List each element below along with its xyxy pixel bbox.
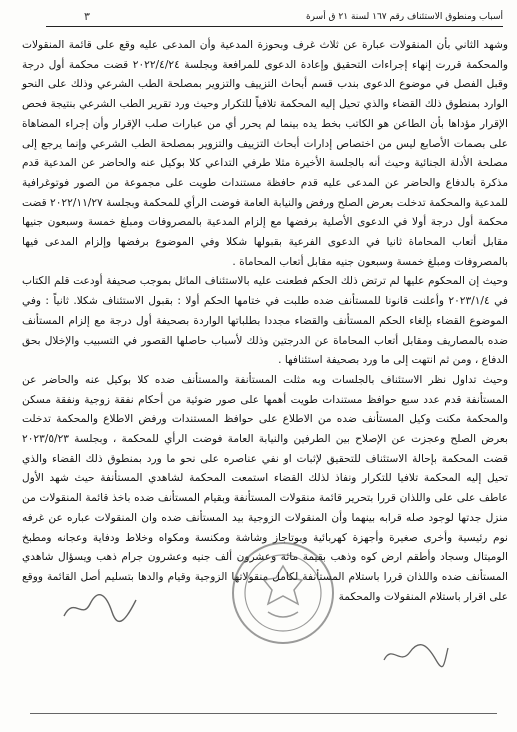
header-divider	[46, 26, 503, 27]
paragraph-hearings: وحيث تداول نظر الاستئناف بالجلسات وبه مثلت المستأنفة والمستأنف ضده كلا بوكيل عنه والحاضر عن المستأنفة قدم عدد سبع حوافظ مستندات طويت أهمها على صور ضوئية من أحكام نفقة زوجية ونفقة مسكن والمحكمة مكنت وكيل المستأنف ضده من الاطلاع على حوافظ المستندات ورفض الاطلاع والمحكمة تدخلت بعرض الصلح وعجزت عن الإصلاح بين الطرفين والنيابة العامة فوضت الرأي للمحكمة ، وبجلسة ٢٠٢٣/٥/٢٣ قضت المحكمة بإحالة الاستئناف للتحقيق لإثبات او نفي عناصره على نحو ما ورد بمنطوق ذلك القضاء والذي تحيل إليه المحكمة تلافيا للتكرار ونفاذ لذلك القضاء استمعت المحكمة لشاهدي المستأنفة حيث شهد الأول عاطف على على واللذان قررا بتحرير قائمة منقولات المستأنفة وبقيام المستأنف ضده باخذ قائمة المنقولات من منزل جدتها لوجود صله قرابه بينهما وأن المنقولات الزوجية بيد المستأنف ضده وان المنقولات عباره عن غرفه نوم رئيسية وأخرى صغيرة وأجهزة كهربائية وبوتاجاز وشاشة ومكنسة ومكواه وخلاط ودفاية وعجانه ومطبخ الوميتال وسجاد وأطقم ارض كوه وذهب بقيمة مائة وعشرون ألف جنيه وعشرون جرام ذهب ويسؤال شاهدي المستأنف ضده واللذان قررا باستلام المستأنفة لكامل منقولاتها الزوجية وقيام والدها بتسليم أصل القائمة ووقع على اقرار باستلام المنقولات والمحكمة	[22, 373, 508, 603]
document-body	[22, 36, 508, 708]
paragraph-appeal-filing: وحيث إن المحكوم عليها لم ترتض ذلك الحكم فطعنت عليه بالاستئناف الماثل بموجب صحيفة أودعت قلم الكتاب في ٢٠٢٣/١/٤ وأعلنت قانونا للمستأنف ضده طلبت في ختامها الحكم أولا : بقبول الاستئناف شكلا. ثانياً : وفي الموضوع القضاء بإلغاء الحكم المستأنف والقضاء مجددا بطلباتها الواردة بصحيفة أول درجة مع إلزام المستأنف ضده بالمصاريف ومقابل أتعاب المحاماة عن الدرجتين وذلك لأسباب حاصلها القصور في التسبيب والإخلال بحق الدفاع ، ومن ثم انتهت إلى ما ورد بصحيفة استئنافها .	[22, 275, 508, 367]
page-header	[40, 8, 503, 32]
page-number-mark: ٣	[84, 10, 90, 23]
paragraph-proceedings: وشهد الثاني بأن المنقولات عبارة عن ثلاث غرف وبحوزة المدعية وأن المدعى عليه وقع على قائمة المنقولات والمحكمة قررت إنهاء إجراءات التحقيق وإعادة الدعوى للمرافعة وبجلسة ٢٠٢٢/٤/٢٤ قضت محكمة أول درجة وقبل الفصل في موضوع الدعوى بندب قسم أبحاث التزييف والتزوير بمصلحة الطب الشرعي وذلك على النحو الوارد بمنطوق ذلك القضاء والذي تحيل إليه المحكمة تلافياً للتكرار وحيث ورد تقرير الطب الشرعي بنتيجة فحص الإقرار مؤداها بأن الطاعن هو الكاتب بخط يده بينما لم يحرر أي من عبارات صلب الإقرار وأن إجراء المضاهاة على بصمات الأصابع ليس من اختصاص إدارات أبحاث التزييف والتزوير بمصلحة الطب الشرعي وإنما يرجع إلى مصلحة الأدلة الجنائية وحيث أنه بالجلسة الأخيرة مثلا طرفي التداعي كلا بوكيل عنه والحاضر عن المدعية قدم مذكرة بالدفاع والحاضر عن المدعى عليه قدم حافظة مستندات طويت على مجموعة من الصور فوتوغرافية للمدعية والمحكمة تدخلت بعرض الصلح ورفض والنيابة العامة فوضت الرأي للمحكمة وبجلسة ٢٠٢٢/١١/٢٧ قضت محكمة أول درجة أولا في الدعوى الأصلية برفضها مع إلزام المدعية بالمصروفات ومبلغ خمسة وسبعون جنيها مقابل أتعاب المحاماة ثانيا في الدعوى الفرعية بقبولها شكلا وفي الموضوع برفضها وإلزام المدعى فيها بالمصروفات ومبلغ خمسة وسبعون جنيه مقابل أتعاب المحاماة .	[22, 39, 508, 268]
document-title: أسباب ومنطوق الاستئناف رقم ١٦٧ لسنة ٢١ ق أسرة	[305, 12, 503, 22]
footer-divider	[30, 713, 497, 714]
